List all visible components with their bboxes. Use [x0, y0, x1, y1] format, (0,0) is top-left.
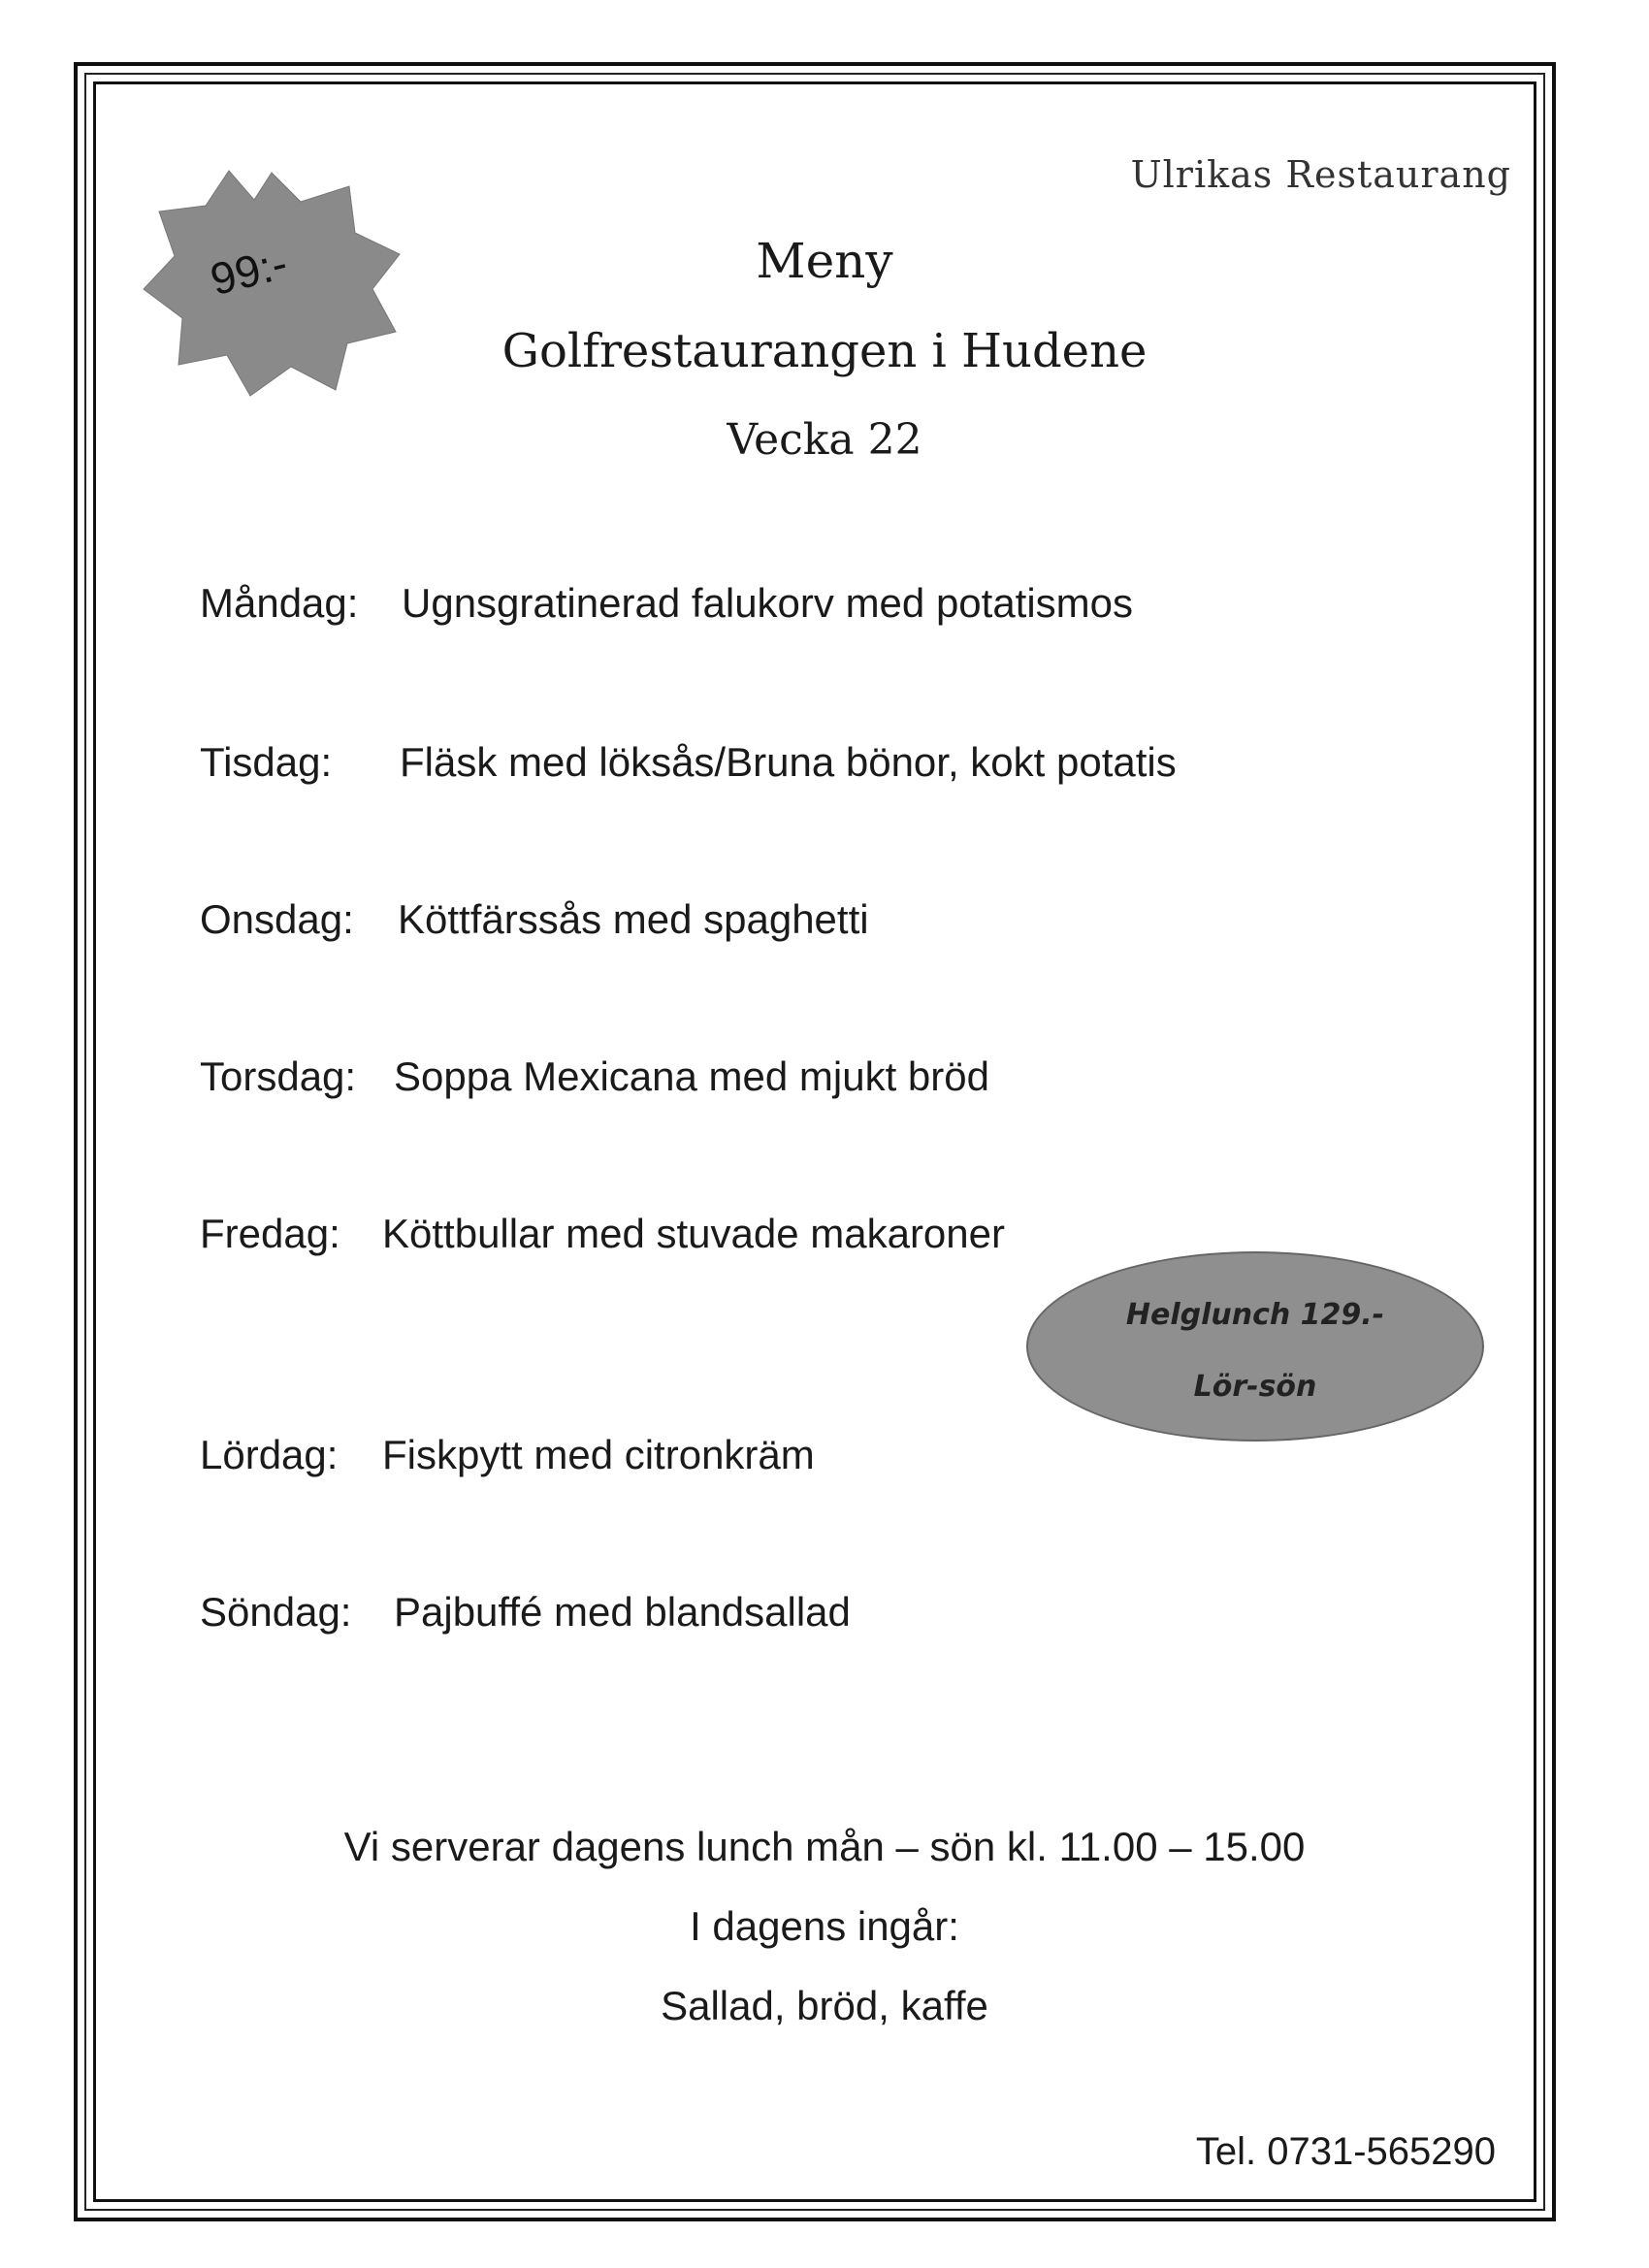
day-name: Onsdag: — [200, 896, 354, 942]
day-name: Torsdag: — [200, 1053, 357, 1099]
restaurant-name: Ulrikas Restaurang — [1130, 153, 1511, 196]
dish-name: Ugnsgratinerad falukorv med potatismos — [402, 580, 1134, 626]
dish-name: Pajbuffé med blandsallad — [394, 1589, 851, 1635]
dish-name: Soppa Mexicana med mjukt bröd — [394, 1053, 989, 1099]
day-name: Söndag: — [200, 1589, 352, 1635]
weekend-lunch-days: Lör-sön — [1193, 1370, 1317, 1404]
day-name: Tisdag: — [200, 739, 333, 785]
menu-row-saturday — [200, 1432, 815, 1478]
menu-row-tuesday — [200, 739, 1177, 786]
dish-name: Fiskpytt med citronkräm — [382, 1432, 815, 1477]
price-badge-label: 99:- — [205, 237, 293, 306]
inner-border — [93, 81, 1536, 2202]
phone-number: Tel. 0731-565290 — [1195, 2130, 1496, 2173]
weekend-lunch-price: Helglunch 129.- — [1125, 1298, 1385, 1332]
day-name: Fredag: — [200, 1211, 340, 1256]
serving-hours: Vi serverar dagens lunch mån – sön kl. 11.00 – 15.00 — [343, 1824, 1306, 1869]
menu-row-wednesday — [200, 896, 869, 943]
includes-label: I dagens ingår: — [690, 1903, 959, 1949]
includes-items: Sallad, bröd, kaffe — [661, 1983, 988, 2028]
dish-name: Fläsk med löksås/Bruna bönor, kokt potatis — [400, 739, 1177, 785]
dish-name: Köttfärssås med spaghetti — [398, 896, 869, 942]
menu-row-sunday — [200, 1589, 851, 1636]
menu-row-thursday — [200, 1053, 989, 1100]
weekend-lunch-badge — [1026, 1251, 1484, 1442]
menu-row-friday — [200, 1211, 1005, 1257]
dish-name: Köttbullar med stuvade makaroner — [382, 1211, 1005, 1256]
day-name: Måndag: — [200, 580, 359, 626]
week-label: Vecka 22 — [727, 415, 922, 465]
venue-title: Golfrestaurangen i Hudene — [501, 324, 1148, 378]
menu-title: Meny — [756, 233, 893, 289]
day-name: Lördag: — [200, 1432, 339, 1477]
menu-row-monday — [200, 580, 1134, 627]
